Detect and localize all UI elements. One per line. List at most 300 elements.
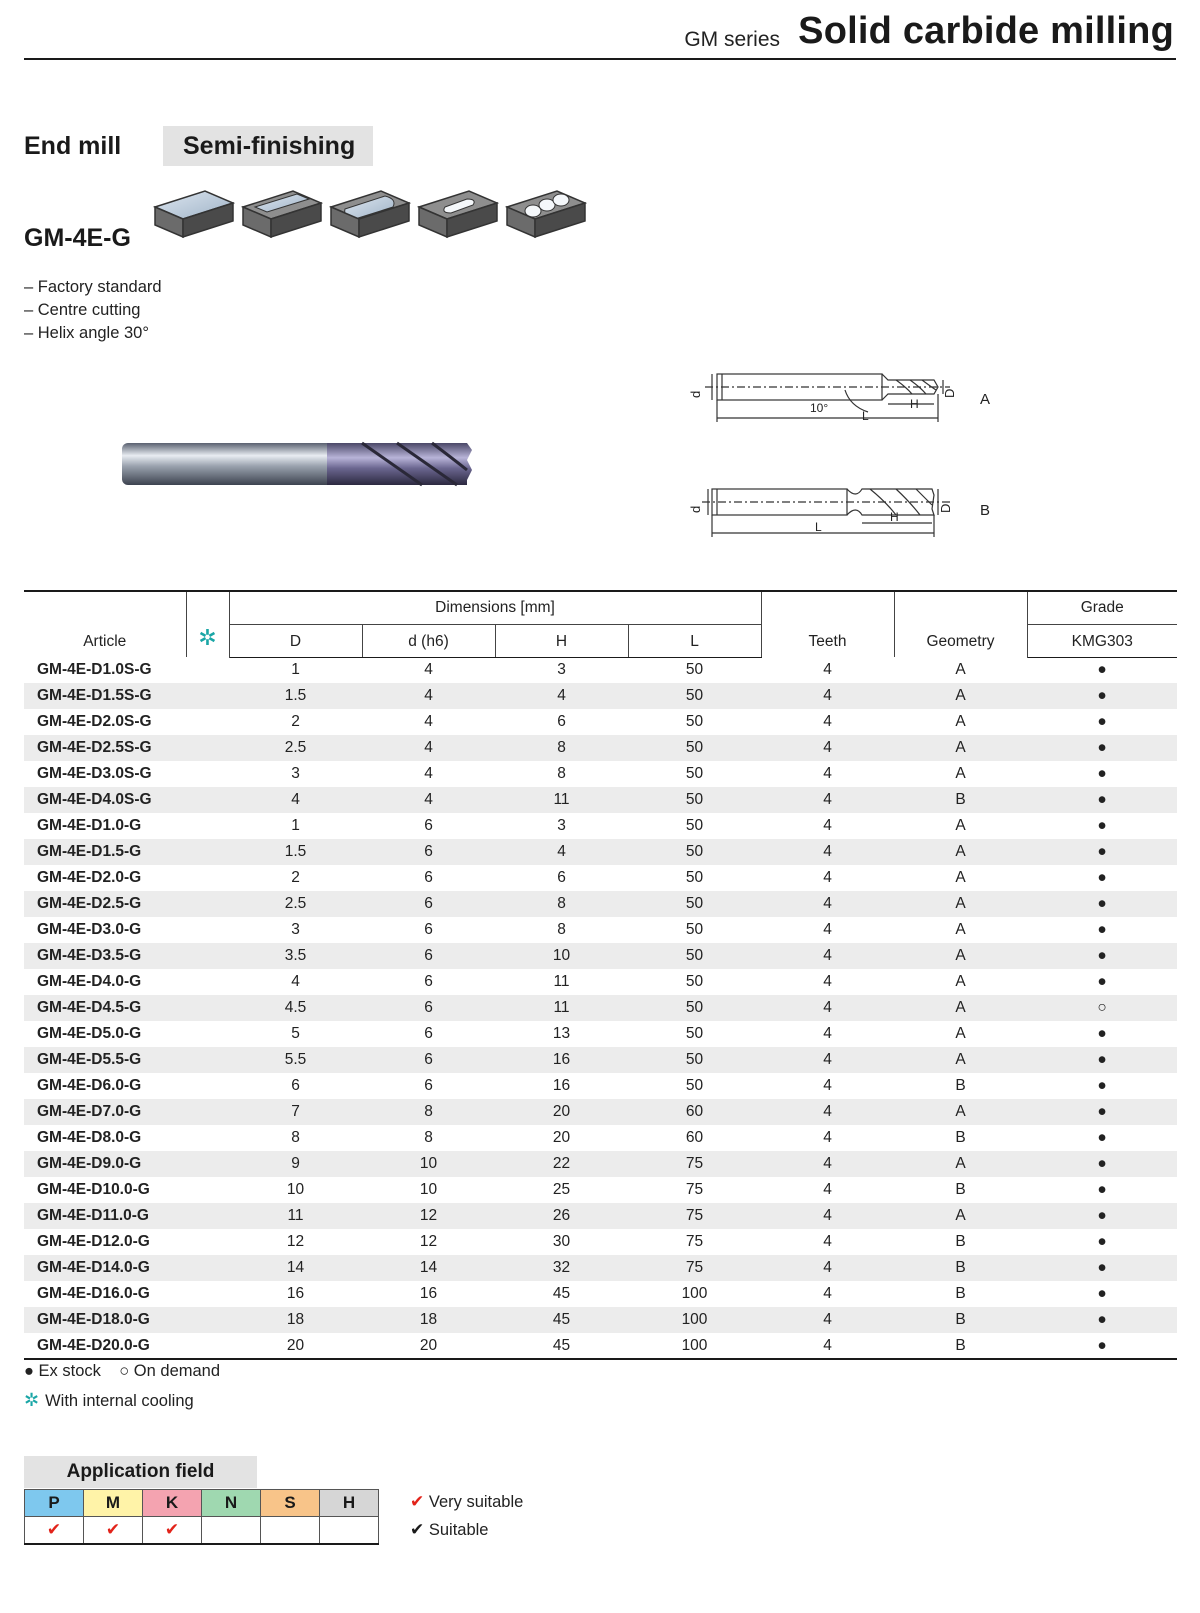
d-cell: 8 xyxy=(291,1129,300,1146)
grade-cell: ● xyxy=(1097,817,1107,834)
suitable-legend xyxy=(410,1520,488,1540)
cooling-cell xyxy=(186,943,229,969)
d-cell: 9 xyxy=(229,1151,362,1177)
shank-cell: 6 xyxy=(424,1077,433,1094)
header-cooling xyxy=(186,591,229,657)
header-H: H xyxy=(495,624,628,657)
suitable-text: Suitable xyxy=(428,1521,489,1539)
subcategory-badge: Semi-finishing xyxy=(163,126,373,166)
page-title: Solid carbide milling xyxy=(798,10,1174,52)
article-cell: GM-4E-D16.0-G xyxy=(37,1285,150,1302)
geometry-cell: B xyxy=(955,1077,966,1094)
l-cell: 50 xyxy=(685,1077,704,1094)
teeth-cell: 4 xyxy=(823,973,832,990)
check-icon: ✔ xyxy=(164,1519,180,1539)
table-row xyxy=(24,1307,1177,1333)
table-row xyxy=(24,865,1177,891)
cooling-cell xyxy=(186,865,229,891)
grade-cell: ● xyxy=(1097,921,1107,938)
l-cell: 50 xyxy=(685,921,704,938)
h-cell: 16 xyxy=(552,1077,571,1094)
shank-cell: 20 xyxy=(362,1333,495,1359)
red-check-icon: ✔ xyxy=(410,1492,425,1511)
d-cell: 16 xyxy=(286,1285,305,1302)
shank-cell: 14 xyxy=(362,1255,495,1281)
teeth-cell: 4 xyxy=(823,1233,832,1250)
cooling-cell xyxy=(186,1229,229,1255)
table-row xyxy=(24,813,1177,839)
l-cell: 60 xyxy=(628,1099,761,1125)
geometry-cell: A xyxy=(955,713,966,730)
article-cell: GM-4E-D3.0-G xyxy=(37,921,142,938)
groove-milling-icon xyxy=(331,191,409,237)
h-cell: 25 xyxy=(552,1181,571,1198)
cooling-cell xyxy=(186,917,229,943)
grade-cell: ● xyxy=(1027,1047,1177,1073)
grade-cell: ● xyxy=(1097,1181,1107,1198)
grade-cell: ● xyxy=(1027,1099,1177,1125)
table-row xyxy=(24,1021,1177,1047)
cooling-cell xyxy=(186,813,229,839)
teeth-cell: 4 xyxy=(761,735,894,761)
plunge-drilling-icon xyxy=(507,191,585,237)
material-rating xyxy=(143,1517,202,1544)
application-field-table xyxy=(24,1489,379,1545)
material-m: M xyxy=(84,1490,143,1517)
article-cell: GM-4E-D5.5-G xyxy=(24,1047,186,1073)
h-cell: 45 xyxy=(552,1285,571,1302)
l-cell: 50 xyxy=(685,765,704,782)
cooling-legend-text: With internal cooling xyxy=(45,1392,194,1410)
h-cell: 6 xyxy=(557,713,566,730)
h-cell: 20 xyxy=(495,1099,628,1125)
d-cell: 6 xyxy=(291,1077,300,1094)
geometry-cell: A xyxy=(894,1151,1027,1177)
material-rating xyxy=(25,1517,84,1544)
shank-cell: 18 xyxy=(362,1307,495,1333)
article-cell: GM-4E-D10.0-G xyxy=(37,1181,150,1198)
geometry-cell: A xyxy=(955,765,966,782)
geometry-cell: B xyxy=(955,1129,966,1146)
header-dimensions: Dimensions [mm] xyxy=(229,591,761,624)
shank-cell: 10 xyxy=(362,1151,495,1177)
teeth-cell: 4 xyxy=(823,1077,832,1094)
l-cell: 50 xyxy=(628,683,761,709)
table-row xyxy=(24,1255,1177,1281)
table-row xyxy=(24,943,1177,969)
article-cell: GM-4E-D2.0S-G xyxy=(37,713,152,730)
l-cell: 75 xyxy=(685,1233,704,1250)
drawing-L-label: L xyxy=(815,520,822,534)
header-article: Article xyxy=(24,591,186,657)
teeth-cell: 4 xyxy=(823,1285,832,1302)
grade-cell: ● xyxy=(1097,661,1107,679)
d-cell: 11 xyxy=(229,1203,362,1229)
h-cell: 4 xyxy=(495,683,628,709)
shank-cell: 4 xyxy=(362,787,495,813)
cooling-cell xyxy=(186,1073,229,1099)
article-cell: GM-4E-D8.0-G xyxy=(37,1129,142,1146)
article-cell: GM-4E-D2.0-G xyxy=(37,869,142,886)
cooling-cell xyxy=(186,1047,229,1073)
material-n: N xyxy=(202,1490,261,1517)
teeth-cell: 4 xyxy=(761,1307,894,1333)
feature-item: – Factory standard xyxy=(24,278,162,296)
l-cell: 60 xyxy=(685,1129,704,1146)
drawing-angle-label: 10° xyxy=(810,401,829,415)
cooling-legend xyxy=(24,1390,194,1411)
h-cell: 6 xyxy=(557,869,566,886)
shank-cell: 8 xyxy=(424,1129,433,1146)
l-cell: 100 xyxy=(681,1285,708,1302)
application-field-title: Application field xyxy=(24,1456,257,1488)
l-cell: 50 xyxy=(628,787,761,813)
teeth-cell: 4 xyxy=(761,943,894,969)
grade-cell: ● xyxy=(1097,1077,1107,1094)
grade-cell: ● xyxy=(1097,713,1107,730)
drawing-H-label: H xyxy=(890,510,899,524)
feature-item: – Centre cutting xyxy=(24,301,141,319)
article-cell: GM-4E-D6.0-G xyxy=(37,1077,142,1094)
d-cell: 20 xyxy=(229,1333,362,1359)
table-row xyxy=(24,1177,1177,1203)
h-cell: 22 xyxy=(495,1151,628,1177)
geometry-cell: B xyxy=(894,787,1027,813)
cooling-cell xyxy=(186,1281,229,1307)
h-cell: 10 xyxy=(495,943,628,969)
drawing-H-label: H xyxy=(910,397,919,411)
d-cell: 3.5 xyxy=(229,943,362,969)
h-cell: 45 xyxy=(495,1333,628,1359)
article-cell: GM-4E-D1.5-G xyxy=(24,839,186,865)
cooling-cell xyxy=(186,1177,229,1203)
teeth-cell: 4 xyxy=(823,661,832,678)
table-row xyxy=(24,1099,1177,1125)
grade-cell: ● xyxy=(1027,1307,1177,1333)
teeth-cell: 4 xyxy=(823,869,832,886)
cooling-cell xyxy=(186,839,229,865)
l-cell: 50 xyxy=(685,973,704,990)
geometry-cell: B xyxy=(955,1233,966,1250)
table-row xyxy=(24,995,1177,1021)
teeth-cell: 4 xyxy=(761,1333,894,1359)
header-d: d (h6) xyxy=(362,624,495,657)
d-cell: 5.5 xyxy=(229,1047,362,1073)
shank-cell: 6 xyxy=(362,943,495,969)
teeth-cell: 4 xyxy=(761,683,894,709)
grade-cell: ● xyxy=(1027,1255,1177,1281)
feature-item: – Helix angle 30° xyxy=(24,324,149,342)
l-cell: 50 xyxy=(628,1047,761,1073)
material-s: S xyxy=(261,1490,320,1517)
table-row xyxy=(24,709,1177,735)
grade-cell: ● xyxy=(1027,787,1177,813)
product-name: GM-4E-G xyxy=(24,224,131,252)
table-row xyxy=(24,761,1177,787)
h-cell: 20 xyxy=(552,1129,571,1146)
l-cell: 50 xyxy=(628,839,761,865)
geometry-a-drawing xyxy=(688,370,1000,440)
teeth-cell: 4 xyxy=(823,1025,832,1042)
teeth-cell: 4 xyxy=(823,921,832,938)
h-cell: 30 xyxy=(552,1233,571,1250)
grade-cell: ● xyxy=(1097,869,1107,886)
face-milling-icon xyxy=(155,191,233,237)
table-row xyxy=(24,657,1177,683)
h-cell: 11 xyxy=(495,787,628,813)
header-grade: Grade xyxy=(1027,591,1177,624)
h-cell: 11 xyxy=(495,995,628,1021)
h-cell: 45 xyxy=(495,1307,628,1333)
cooling-cell xyxy=(186,657,229,683)
d-cell: 2.5 xyxy=(229,735,362,761)
article-cell: GM-4E-D20.0-G xyxy=(24,1333,186,1359)
l-cell: 75 xyxy=(628,1203,761,1229)
end-mill-photo xyxy=(122,440,482,495)
table-row xyxy=(24,1047,1177,1073)
teeth-cell: 4 xyxy=(823,817,832,834)
header-teeth: Teeth xyxy=(761,591,894,657)
d-cell: 2.5 xyxy=(229,891,362,917)
l-cell: 75 xyxy=(685,1181,704,1198)
d-cell: 10 xyxy=(286,1181,305,1198)
geometry-cell: B xyxy=(955,1285,966,1302)
geometry-cell: A xyxy=(894,1203,1027,1229)
drawing-D-label: D xyxy=(938,503,953,513)
cooling-cell xyxy=(186,761,229,787)
category-label: End mill xyxy=(24,132,122,160)
grade-cell: ● xyxy=(1027,683,1177,709)
grade-cell: ● xyxy=(1027,1151,1177,1177)
geometry-cell: A xyxy=(894,839,1027,865)
material-rating xyxy=(320,1517,379,1544)
l-cell: 75 xyxy=(628,1255,761,1281)
header-D: D xyxy=(229,624,362,657)
header-geometry: Geometry xyxy=(894,591,1027,657)
table-row xyxy=(24,1151,1177,1177)
very-suitable-text: Very suitable xyxy=(428,1493,524,1511)
cooling-cell xyxy=(186,1125,229,1151)
shank-cell: 6 xyxy=(424,973,433,990)
grade-cell: ● xyxy=(1027,1333,1177,1359)
l-cell: 50 xyxy=(685,713,704,730)
teeth-cell: 4 xyxy=(823,713,832,730)
grade-cell: ● xyxy=(1027,1203,1177,1229)
grade-cell: ● xyxy=(1097,1025,1107,1042)
grade-cell: ● xyxy=(1027,891,1177,917)
grade-cell: ○ xyxy=(1027,995,1177,1021)
shank-cell: 6 xyxy=(424,921,433,938)
article-cell: GM-4E-D1.5S-G xyxy=(24,683,186,709)
h-cell: 16 xyxy=(495,1047,628,1073)
table-row xyxy=(24,735,1177,761)
table-row xyxy=(24,1229,1177,1255)
geometry-cell: A xyxy=(894,1047,1027,1073)
h-cell: 11 xyxy=(553,973,570,990)
cooling-cell xyxy=(186,1333,229,1359)
article-cell: GM-4E-D9.0-G xyxy=(24,1151,186,1177)
geometry-b-label: B xyxy=(980,502,991,519)
feature-list xyxy=(24,276,162,345)
cooling-cell xyxy=(186,709,229,735)
grade-cell: ● xyxy=(1027,943,1177,969)
cooling-cell xyxy=(186,1203,229,1229)
article-cell: GM-4E-D14.0-G xyxy=(24,1255,186,1281)
article-table xyxy=(24,590,1177,1360)
h-cell: 3 xyxy=(557,817,566,834)
d-cell: 4 xyxy=(229,787,362,813)
shank-cell: 6 xyxy=(424,817,433,834)
table-row xyxy=(24,1333,1177,1359)
teeth-cell: 4 xyxy=(761,995,894,1021)
h-cell: 4 xyxy=(495,839,628,865)
shank-cell: 4 xyxy=(362,735,495,761)
l-cell: 50 xyxy=(685,661,704,679)
cooling-cell xyxy=(186,1307,229,1333)
geometry-cell: A xyxy=(955,1025,966,1042)
table-row xyxy=(24,839,1177,865)
article-cell: GM-4E-D2.5-G xyxy=(24,891,186,917)
article-cell: GM-4E-D12.0-G xyxy=(37,1233,150,1250)
article-cell: GM-4E-D4.5-G xyxy=(24,995,186,1021)
geometry-cell: A xyxy=(894,1099,1027,1125)
shank-cell: 6 xyxy=(362,839,495,865)
h-cell: 3 xyxy=(557,661,566,679)
material-h: H xyxy=(320,1490,379,1517)
cooling-cell xyxy=(186,1151,229,1177)
table-row xyxy=(24,1073,1177,1099)
table-row xyxy=(24,1281,1177,1307)
l-cell: 50 xyxy=(685,1025,704,1042)
h-cell: 26 xyxy=(495,1203,628,1229)
article-cell: GM-4E-D1.0S-G xyxy=(37,661,152,678)
geometry-cell: B xyxy=(894,1333,1027,1359)
grade-cell: ● xyxy=(1097,1129,1107,1146)
d-cell: 4 xyxy=(291,973,300,990)
drawing-L-label: L xyxy=(862,409,869,423)
cooling-cell xyxy=(186,1099,229,1125)
l-cell: 50 xyxy=(628,735,761,761)
geometry-cell: A xyxy=(894,891,1027,917)
shank-cell: 8 xyxy=(362,1099,495,1125)
article-cell: GM-4E-D4.0S-G xyxy=(24,787,186,813)
header-grade-name: KMG303 xyxy=(1027,624,1177,657)
d-cell: 4.5 xyxy=(229,995,362,1021)
l-cell: 100 xyxy=(628,1333,761,1359)
grade-cell: ● xyxy=(1097,1233,1107,1250)
shank-cell: 4 xyxy=(362,683,495,709)
table-row xyxy=(24,1125,1177,1151)
article-cell: GM-4E-D11.0-G xyxy=(24,1203,186,1229)
l-cell: 50 xyxy=(685,869,704,886)
h-cell: 8 xyxy=(495,735,628,761)
table-row xyxy=(24,891,1177,917)
cooling-cell xyxy=(186,969,229,995)
check-icon: ✔ xyxy=(105,1519,121,1539)
h-cell: 8 xyxy=(557,765,566,782)
geometry-cell: A xyxy=(894,943,1027,969)
article-cell: GM-4E-D1.0-G xyxy=(37,817,142,834)
cooling-cell xyxy=(186,891,229,917)
geometry-cell: A xyxy=(894,683,1027,709)
teeth-cell: 4 xyxy=(761,787,894,813)
d-cell: 12 xyxy=(286,1233,305,1250)
black-check-icon: ✔ xyxy=(410,1520,425,1539)
geometry-cell: A xyxy=(955,817,966,834)
table-row xyxy=(24,787,1177,813)
d-cell: 1 xyxy=(291,661,300,679)
shank-cell: 6 xyxy=(424,1025,433,1042)
material-rating xyxy=(84,1517,143,1544)
d-cell: 1.5 xyxy=(229,683,362,709)
shank-cell: 6 xyxy=(362,995,495,1021)
article-cell: GM-4E-D5.0-G xyxy=(37,1025,142,1042)
geometry-cell: A xyxy=(955,973,966,990)
teeth-cell: 4 xyxy=(761,839,894,865)
article-cell: GM-4E-D3.0S-G xyxy=(37,765,152,782)
page-header xyxy=(24,0,1176,60)
cooling-cell xyxy=(186,1021,229,1047)
article-cell: GM-4E-D7.0-G xyxy=(24,1099,186,1125)
d-cell: 2 xyxy=(291,713,300,730)
teeth-cell: 4 xyxy=(823,765,832,782)
pocket-milling-icon xyxy=(419,191,497,237)
h-cell: 8 xyxy=(495,891,628,917)
l-cell: 50 xyxy=(685,817,704,834)
shank-cell: 6 xyxy=(362,891,495,917)
d-cell: 3 xyxy=(291,765,300,782)
d-cell: 1 xyxy=(291,817,300,834)
very-suitable-legend xyxy=(410,1492,523,1512)
material-k: K xyxy=(143,1490,202,1517)
table-row xyxy=(24,969,1177,995)
article-cell: GM-4E-D3.5-G xyxy=(24,943,186,969)
h-cell: 13 xyxy=(552,1025,571,1042)
l-cell: 50 xyxy=(628,995,761,1021)
shank-cell: 4 xyxy=(424,765,433,782)
ex-stock-legend: ● Ex stock xyxy=(24,1362,101,1380)
teeth-cell: 4 xyxy=(823,1181,832,1198)
d-cell: 18 xyxy=(229,1307,362,1333)
geometry-cell: B xyxy=(894,1307,1027,1333)
shank-cell: 4 xyxy=(424,661,433,679)
cooling-icon: ✲ xyxy=(198,625,217,650)
d-cell: 14 xyxy=(229,1255,362,1281)
grade-cell: ● xyxy=(1097,973,1107,990)
header-L: L xyxy=(628,624,761,657)
d-cell: 2 xyxy=(291,869,300,886)
stock-legend xyxy=(24,1362,220,1381)
cooling-cell xyxy=(186,683,229,709)
d-cell: 3 xyxy=(291,921,300,938)
geometry-cell: A xyxy=(955,921,966,938)
teeth-cell: 4 xyxy=(761,1151,894,1177)
table-row xyxy=(24,1203,1177,1229)
shank-cell: 6 xyxy=(424,869,433,886)
check-icon: ✔ xyxy=(46,1519,62,1539)
d-cell: 1.5 xyxy=(229,839,362,865)
geometry-cell: B xyxy=(894,1255,1027,1281)
cooling-cell xyxy=(186,735,229,761)
shank-cell: 6 xyxy=(362,1047,495,1073)
series-label: GM series xyxy=(684,28,780,51)
material-rating xyxy=(261,1517,320,1544)
drawing-d-label: d xyxy=(688,505,703,513)
cooling-cell xyxy=(186,995,229,1021)
l-cell: 50 xyxy=(628,943,761,969)
h-cell: 32 xyxy=(495,1255,628,1281)
material-p: P xyxy=(25,1490,84,1517)
